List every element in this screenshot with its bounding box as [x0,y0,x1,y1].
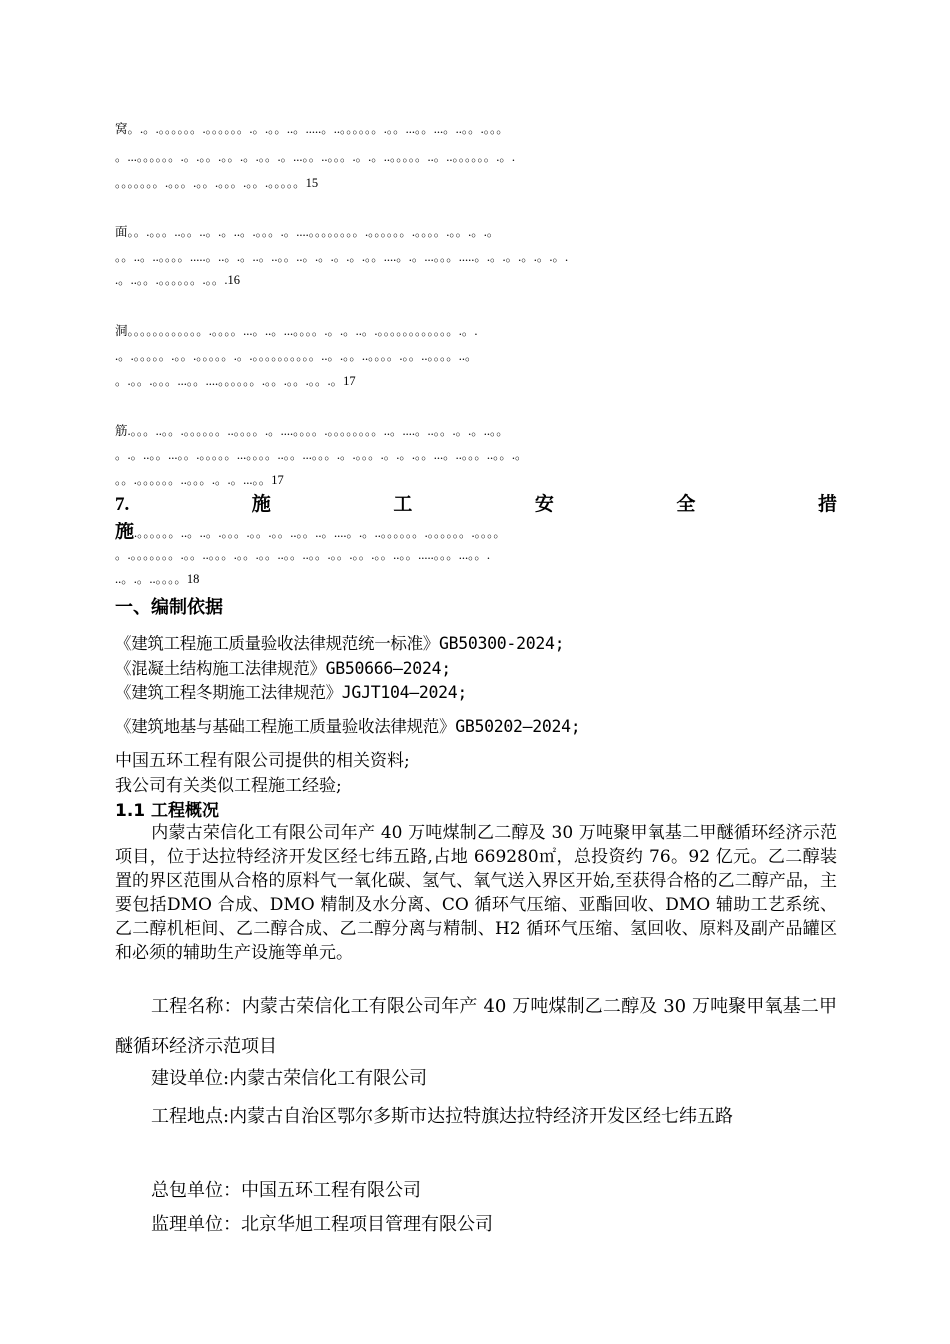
toc-entry-honeycomb-line2[interactable]: 。...。。。。。。.。.。。.。。.。.。。.。...。。..。。。.。.。..。。。。。..。..。。。。。。.。. [115,150,516,164]
basis-heading: 一、编制依据 [115,597,223,618]
toc-safety-c4: 全 [676,494,696,515]
toc-safety-c1: 施 [251,494,271,515]
overview-paragraph [115,821,837,965]
toc-entry-safety-line1[interactable] [115,522,837,543]
toc-safety-no: 7. [115,494,130,515]
toc-entry-safety-line2[interactable]: 。.。。。。。。。.。。..。。。.。。.。。..。。..。。.。。.。。.。。..。。.....。。。...。。. [115,548,491,562]
toc-entry-rebar-line3[interactable]: 。。.。。。。。。..。。。.。.。...。。17 [115,473,284,487]
owner-field: 建设单位:内蒙古荣信化工有限公司 [151,1068,428,1089]
basis-note-2: 我公司有关类似工程施工经验; [115,776,342,796]
supervisor-field: 监理单位：北京华旭工程项目管理有限公司 [151,1214,493,1235]
basis-ref-3: 《建筑工程冬期施工法律规范》JGJT104—2024; [115,683,468,702]
overview-heading: 1.1 工程概况 [115,801,220,821]
basis-ref-1: 《建筑工程施工质量验收法律规范统一标准》GB50300-2024; [115,634,565,653]
toc-safety-c5: 措 [817,494,837,515]
location-field: 工程地点:内蒙古自治区鄂尔多斯市达拉特旗达拉特经济开发区经七纬五路 [151,1106,734,1127]
toc-safety-line1-dots: .。。。。。。..。..。.。。。.。。.。。..。。..。....。.。..。。。。。。.。。。。。。.。。。。 [134,526,506,540]
basis-ref-4: 《建筑地基与基础工程施工质量验收法律规范》GB50202—2024; [115,717,581,736]
toc-safety-line1-head: 施 [115,522,135,542]
basis-ref-2: 《混凝土结构施工法律规范》GB50666—2024; [115,659,451,678]
toc-safety-c2: 工 [393,494,413,515]
overview-paragraph-text: 内蒙古荣信化工有限公司年产 40 万吨煤制乙二醇及 30 万吨聚甲氧基二甲醚循环经济示范项目，位于达拉特经济开发区经七纬五路,占地 669280㎡，总投资约 76。92 亿元。乙二醇装置的界区范围从合格的原料气一氧化碳、氢气、氧气送入界区开始,至获得合格的乙二醇产品，主要包括DMO 合成、DMO 精制及水分离、CO 循环气压缩、亚酯回收、DMO 辅助工艺系统、乙二醇机柜间、乙二醇合成、乙二醇分离与精制、H2 循环气压缩、氢回收、原料及副产品罐区和必须的辅助生产设施等单元。 [115,823,837,963]
toc-entry-pitting-line1[interactable]: 面。。.。。。..。。..。.。..。.。。。.。....。。。。。。。。.。。。。。。.。。。。.。。.。.。 [115,225,500,239]
toc-entry-honeycomb-line1[interactable]: 窝。.。.。。。。。。.。。。。。。.。.。。..。.....。..。。。。。。.。。...。。...。..。。.。。。 [115,122,509,136]
project-name-field: 工程名称：内蒙古荣信化工有限公司年产 40 万吨煤制乙二醇及 30 万吨聚甲氧基二甲醚循环经济示范项目 [115,996,837,1057]
toc-entry-pitting-line3[interactable]: .。..。。.。。。。。。.。。.16 [115,273,241,287]
toc-entry-hole-line1[interactable]: 洞。。。。。。。。。。。。.。。。。...。..。...。。。。.。.。..。.。。。。。。。。。。。。.。. [115,324,478,338]
toc-entry-safety-header[interactable] [115,493,837,517]
toc-entry-pitting-line2[interactable]: 。。..。..。。。。.....。..。.。..。..。。..。.。.。.。.。。....。.。...。。。.....。.。.。.。.。.。. [115,250,569,264]
toc-entry-rebar-line2[interactable]: 。.。..。。...。。.。。。。。...。。。。..。。...。。。.。.。。。.。.。.。。...。..。。。..。。.。 [115,448,528,462]
toc-entry-hole-line3[interactable]: 。.。。.。。。...。。....。。。。。。.。。.。。.。。.。17 [115,374,356,388]
contractor-field: 总包单位：中国五环工程有限公司 [151,1180,421,1201]
toc-safety-c3: 安 [534,494,554,515]
toc-entry-safety-line3[interactable]: ..。.。..。。。。18 [115,572,200,586]
basis-note-1: 中国五环工程有限公司提供的相关资料; [115,751,410,771]
toc-entry-rebar-line1[interactable]: 筋.。。。..。。.。。。。。。..。。。。.。....。。。。.。。。。。。。。..。....。..。。.。.。..。。 [115,424,509,438]
toc-entry-hole-line2[interactable]: .。.。。。。。.。。.。。。。。.。.。。。。。。。。。。..。.。。..。。。。.。。..。。。。..。 [115,349,478,363]
toc-entry-honeycomb-line3[interactable]: 。。。。。。。.。。。.。。.。。。.。。.。。。。。15 [115,176,319,190]
